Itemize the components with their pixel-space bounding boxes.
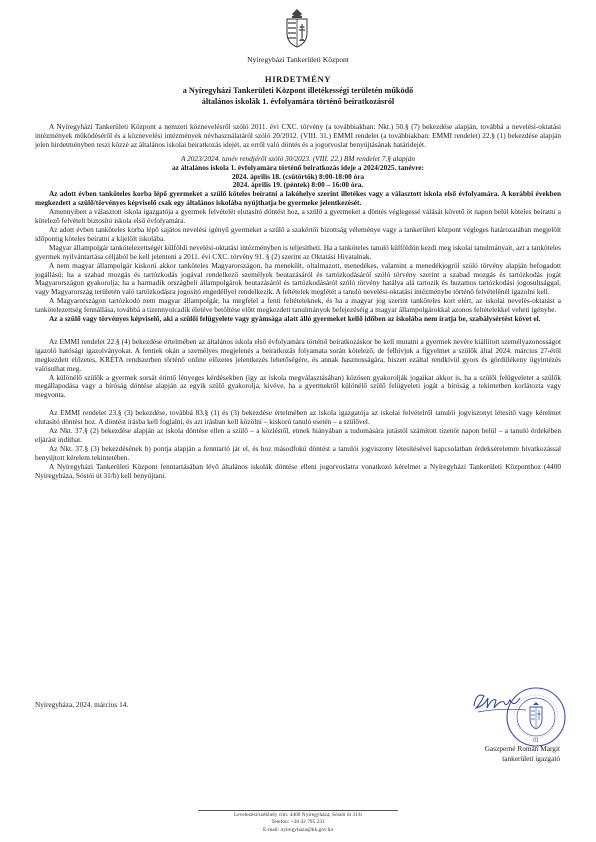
paragraph-offence: Az a szülő vagy törvényes képviselő, aki a szülői felügyelete vagy gyámsága alatt álló gyermeket kellő időben az iskolába nem íratja be, szabálysértést követ el. bbox=[49, 314, 541, 324]
paragraph-appeal-address: A Nyíregyházi Tankerületi Központ fenntartásában lévő általános iskolák döntése elleni jogorvoslatra vonatkozó kérelmet a Nyíregyházi Tankerületi Központhoz (4400 Nyíregyháza, Sóstói út 31/b) kell benyújtani. bbox=[35, 461, 561, 480]
paragraph-foreign-nationals: A nem magyar állampolgár kiskorú akkor tanköteles Magyarországon, ha menekült, oltalmazott, menedékes, valamint a menedékjogról szóló törvény alapján befogadott jogállású; ha a szabad mozgás és tartózkodás jogával rendelkező személyek beutazásáról és tartózkodásáról szóló törvény szerint a szabad mozgás és tartózkodás jogát Magyarországon gyakorolja; ha a harmadik országbeli állampolgárok beutazásáról és tartózkodásáról szóló törvény hatálya alá tartozik és huzamos tartózkodási jogosultsággal, vagy Magyarország területén való tartózkodásra jogosító engedéllyel rendelkezik. A feltételek meglétét a tanuló nevelési-oktatási intézménybe történő felvételénél igazolni kell. bbox=[35, 260, 561, 297]
signer-title: tankerületi igazgató bbox=[502, 754, 560, 763]
paragraph-obligation: Az adott évben tanköteles korba lépő gyermeket a szülő köteles beíratni a lakóhelye szerint illetékes vagy a választott iskola első évfolyamára. A korábbi években megkezdett a szülő/törvényes képviselő csak egy általános iskolába nyújthatja be gyermeke jelentkezését. bbox=[35, 189, 561, 208]
paragraph-legal-basis: A Nyíregyházi Tankerületi Központ a nemzeti köznevelésről szóló 2011. évi CXC. törvény (a továbbiakban: Nkt.) 50.§ (7) bekezdése alapján, továbbá a nevelési-oktatási intézmények működéséről és a köznevelési intézmények névhasználatáról szóló 20/2012. (VIII. 31.) EMMI rendelet (a továbbiakban: EMMI rendelet) 22.§ (1) bekezdése alapján jelen hirdetményben teszi közzé az általános iskolai beiratkozás idejét, az erről való döntés és a jogorvoslat benyújtásának határidejét. bbox=[35, 122, 561, 149]
footer bbox=[0, 812, 596, 834]
footer-phone: Telefon: +36 42 795 231 bbox=[271, 819, 325, 826]
paragraph-separated-parents: A különélő szülők a gyermek sorsát érintő lényeges kérdésekben (így az iskola megválasztásában) közösen gyakorolják jogaikat akkor is, ha a szülői felügyeletet a szülők megállapodása vagy a bíróság döntése alapján az egyik szülő gyakorolja, kivéve, ha a gyermektől különélő szülő felügyeleti jogát a bíróság a tekintetben korlátozta vagy megvonta. bbox=[35, 372, 561, 400]
coat-of-arms-icon bbox=[283, 8, 311, 48]
issue-date: Nyíregyháza, 2024. március 14. bbox=[35, 700, 129, 709]
notice-title-block bbox=[40, 74, 556, 108]
footer-email: E-mail: nyiregyhaza@kk.gov.hu bbox=[262, 826, 334, 833]
paragraph-decree-reference: A 2023/2024. tanév rendjéről szóló 30/2023. (VIII. 22.) BM rendelet 7.§ alapján bbox=[180, 153, 415, 163]
footer-divider bbox=[198, 810, 398, 811]
notice-subtitle-line-2: általános iskolák 1. évfolyamára történő beiratkozásról bbox=[201, 97, 395, 107]
paragraph-abroad: Magyar állampolgár tankötelezettségét külföldi nevelési-oktatási intézményben is teljesítheti. Ha a tanköteles tanuló külföldön kezdi meg iskolai tanulmányait, azt a tanköteles gyermek nyilvántartása céljából be kell jelenteni a 2011. évi CXC. törvény 91. § (2) szerint az Oktatási Hivatalnak. bbox=[35, 242, 561, 261]
notice-body bbox=[35, 123, 561, 481]
enrolment-date-1: 2024. április 18. (csütörtök) 8:00-18:00 óra bbox=[231, 171, 365, 181]
official-stamp bbox=[505, 686, 567, 748]
enrolment-date-2: 2024. április 19. (péntek) 8:00 – 16:00 óra. bbox=[232, 180, 364, 190]
footer-address: Levelezési/székhely cím: 4400 Nyíregyháza, Sóstói út 31/b bbox=[234, 812, 362, 818]
paragraph-identity-documents: Az EMMI rendelet 22.§ (4) bekezdése értelmében az általános iskola első évfolyamára történő beiratkozáskor be kell mutatni a gyermek nevére kiállított személyazonosságot igazoló hatósági igazolványokat. A fentiek okán a személyes megjelenés a beiratkozás folyamata során kötelező, de felhívjuk a figyelmet a szülők által 2024. március 27-étől megkezdett előzetes, KRÉTA rendszerben történő online előzetes jelentkezés lehetőségére, és annak hasznosságára, hiszen ezáltal rendkívül gyors és gördülékeny ügyintézés valósulhat meg. bbox=[35, 336, 561, 373]
stamp-number: 01 bbox=[533, 738, 539, 744]
paragraph-rejection: Amennyiben a választott iskola igazgatója a gyermek felvételét elutasító döntést hoz, a szülő a gyermeket a döntés véglegessé válását követő öt napon belül köteles beíratni a kötelező felvételt biztosító iskola első évfolyamára. bbox=[35, 207, 561, 226]
signer-name: Gaszperné Román Margit bbox=[484, 744, 560, 753]
paragraph-foreign-nationals-2: A Magyarországon tartózkodó nem magyar állampolgár, ha megfelel a fenti feltételeknek, és ha a magyar jog szerint tanköteles kort elért, az iskolai nevelés-oktatást a tankötelezettség fennállása, továbbá a tizennyolcadik életéve betöltése előtt megkezdett tanulmányok befejezéséig a magyar állampolgárokkal azonos feltételekkel veheti igénybe. bbox=[35, 296, 561, 315]
paragraph-decision: Az EMMI rendelet 23.§ (3) bekezdése, továbbá 83.§ (1) és (3) bekezdése értelmében az iskola igazgatója az iskolai felvételről tanulói jogviszonyt létesítő vagy kérelmet elutasító döntést hoz. A döntést írásba kell foglalni, és azt írásban kell közölni – kiskorú tanuló esetén – a szülővel. bbox=[35, 408, 561, 427]
paragraph-special-needs: Az adott évben tanköteles korba lépő sajátos nevelési igényű gyermeket a szülő a szakértői bizottság véleménye vagy a tankerületi központ végleges határozatában megjelölt időpontig köteles beíratni a kijelölt iskolába. bbox=[35, 224, 561, 243]
paragraph-enrolment-period: az általános iskola 1. évfolyamára történő beiratkozás ideje a 2024/2025. tanévre: bbox=[172, 162, 424, 172]
paragraph-second-instance: Az Nkt. 37.§ (3) bekezdésének b) pontja alapján a fenntartó jár el, és hoz másodfokú döntést a tanulói jogviszony létesítésével kapcsolatban érdeksérelemre hivatkozással benyújtott kérelem tekintetében. bbox=[35, 443, 561, 462]
signer-block bbox=[360, 744, 560, 764]
notice-title: HIRDETMÉNY bbox=[264, 74, 332, 84]
paragraph-appeal: Az Nkt. 37.§ (2) bekezdése alapján az iskola döntése ellen a szülő – a közléstől, ennek hiányában a tudomására jutástól számított tizenöt napon belül – a tanuló érdekében eljárást indíthat. bbox=[35, 426, 561, 444]
institution-name: Nyíregyházi Tankerületi Központ bbox=[247, 55, 349, 64]
notice-subtitle-line-1: a Nyíregyházi Tankerületi Központ illetékességi területén működő bbox=[182, 86, 414, 96]
